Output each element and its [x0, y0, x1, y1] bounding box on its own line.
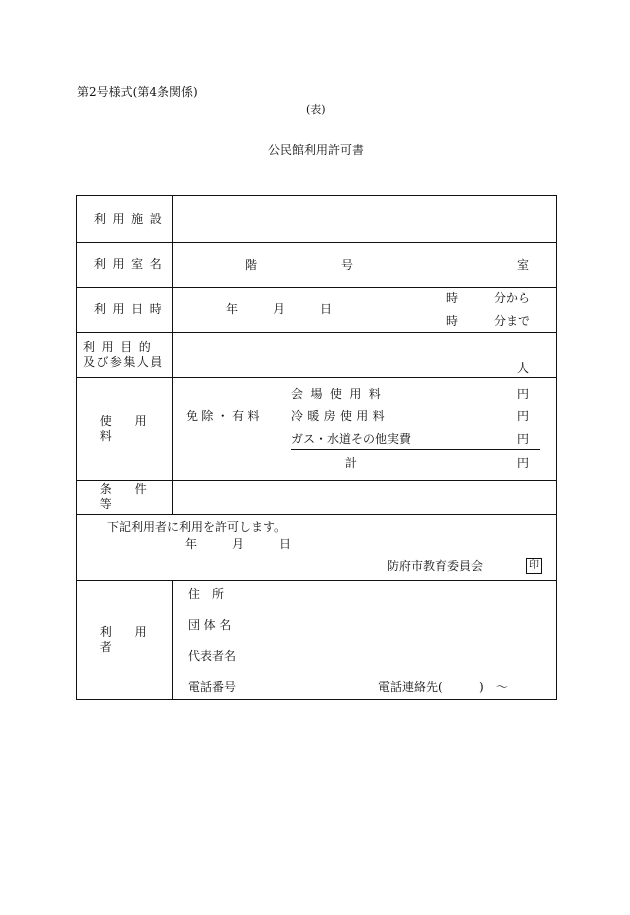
official-seal-mark: 印 — [526, 558, 542, 574]
fee-label: 使用料 — [99, 413, 170, 443]
datetime-label: 利用日時 — [93, 302, 169, 316]
datetime-to-hour: 時 — [446, 314, 459, 328]
fee-total-label: 計 — [345, 456, 358, 470]
fee-total-rule — [291, 449, 540, 450]
room-label: 利用室名 — [93, 257, 169, 271]
fee-item-aircon: 冷暖房使用料 — [291, 409, 389, 423]
fee-item-utilities-unit: 円 — [517, 432, 530, 446]
fee-item-aircon-unit: 円 — [517, 409, 530, 423]
form-number: 第2号様式(第4条関係) — [77, 85, 198, 99]
datetime-month-unit: 月 — [273, 302, 286, 316]
user-label: 利用者 — [99, 624, 170, 654]
datetime-from-hour: 時 — [446, 291, 459, 305]
user-contact-label: 電話連絡先( — [378, 680, 443, 694]
user-representative-label: 代表者名 — [188, 649, 237, 663]
room-number-unit: 号 — [341, 258, 354, 272]
permission-statement: 下記利用者に利用を許可します。 — [107, 520, 287, 534]
purpose-label-line1: 利用目的 — [83, 339, 158, 354]
permit-form-table — [76, 195, 557, 700]
fee-item-venue: 会場使用料 — [291, 387, 389, 401]
permission-month-unit: 月 — [232, 537, 245, 551]
row-divider — [77, 514, 556, 515]
fee-total-unit: 円 — [517, 456, 530, 470]
user-organization-label: 団体名 — [188, 618, 235, 632]
user-address-label: 住 所 — [188, 587, 225, 601]
permission-day-unit: 日 — [279, 537, 292, 551]
datetime-to-minute: 分まで — [494, 314, 531, 328]
facility-label: 利用施設 — [93, 211, 169, 226]
document-title: 公民館利用許可書 — [268, 143, 365, 157]
datetime-from-minute: 分から — [494, 291, 531, 305]
issuer-name: 防府市教育委員会 — [387, 559, 484, 573]
conditions-label: 条件等 — [99, 482, 170, 511]
user-contact-tilde: ～ — [496, 680, 509, 694]
purpose-label-line2: 及び参集人員 — [83, 354, 164, 369]
form-side-label: (表) — [306, 103, 326, 116]
room-floor-unit: 階 — [245, 258, 258, 272]
fee-item-utilities: ガス・水道その他実費 — [291, 432, 412, 446]
fee-item-venue-unit: 円 — [517, 387, 530, 401]
datetime-day-unit: 日 — [320, 302, 333, 316]
fee-exemption-option: 免除・有料 — [186, 409, 263, 423]
room-room-unit: 室 — [517, 258, 530, 272]
purpose-label — [77, 332, 172, 377]
user-phone-label: 電話番号 — [188, 680, 237, 694]
user-contact-close: ) — [479, 680, 484, 694]
permission-year-unit: 年 — [185, 537, 198, 551]
datetime-year-unit: 年 — [226, 302, 239, 316]
attendee-unit: 人 — [517, 361, 530, 375]
